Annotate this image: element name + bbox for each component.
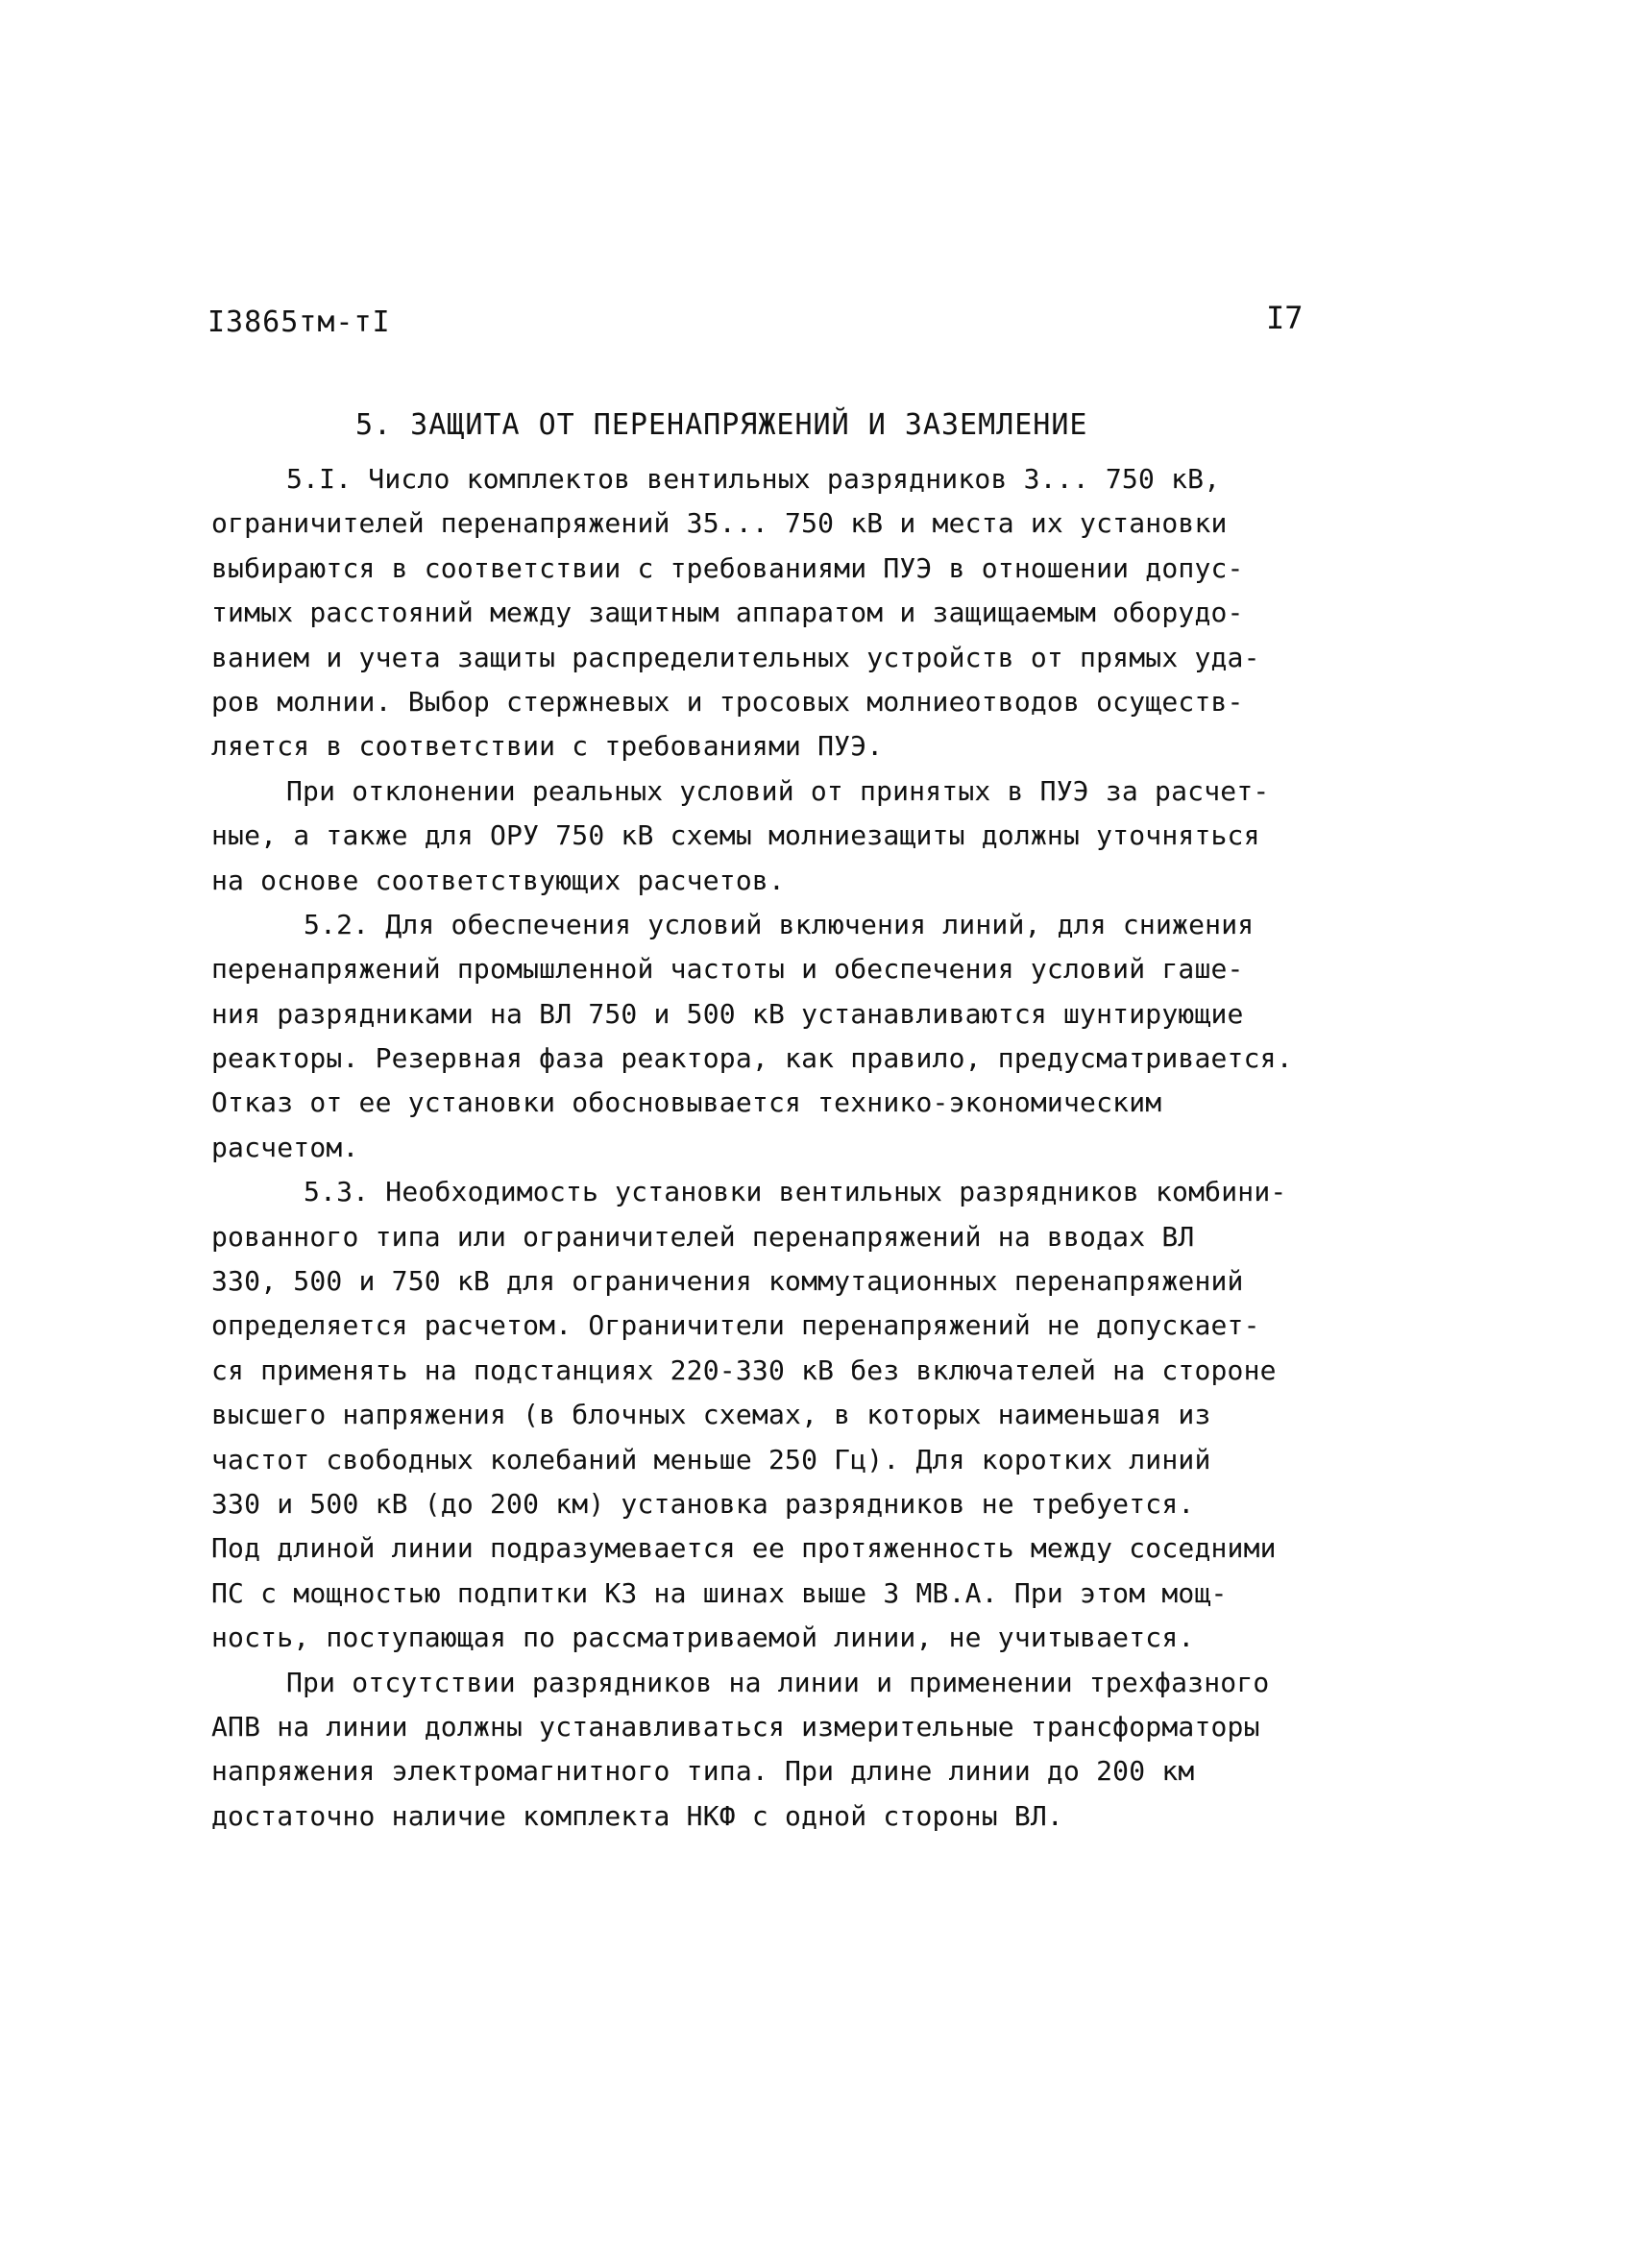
body-line: ся применять на подстанциях 220-330 кВ без включателей на стороне <box>211 1353 1277 1386</box>
body-line: выбираются в соответствии с требованиями ПУЭ в отношении допус- <box>211 551 1244 584</box>
body-line: ляется в соответствии с требованиями ПУЭ. <box>211 730 884 763</box>
section-title: 5. ЗАЩИТА ОТ ПЕРЕНАПРЯЖЕНИЙ И ЗАЗЕМЛЕНИЕ <box>355 408 1088 442</box>
body-line: достаточно наличие комплекта НКФ с одной стороны ВЛ. <box>211 1799 1063 1832</box>
body-line: расчетом. <box>211 1131 359 1163</box>
body-line: При отсутствии разрядников на линии и применении трехфазного <box>286 1666 1270 1698</box>
body-line: на основе соответствующих расчетов. <box>211 864 786 896</box>
body-line: определяется расчетом. Ограничители перенапряжений не допускает- <box>211 1309 1260 1342</box>
body-line: Под длиной линии подразумевается ее протяженность между соседними <box>211 1532 1277 1565</box>
body-line: реакторы. Резервная фаза реактора, как правило, предусматривается. <box>211 1042 1293 1075</box>
body-line: ограничителей перенапряжений 35... 750 кВ и места их установки <box>211 507 1228 540</box>
body-line: АПВ на линии должны устанавливаться измерительные трансформаторы <box>211 1710 1260 1743</box>
body-line: ров молнии. Выбор стержневых и тросовых молниеотводов осуществ- <box>211 685 1244 718</box>
body-line: 5.I. Число комплектов вентильных разрядников 3... 750 кВ, <box>286 463 1221 495</box>
body-line: рованного типа или ограничителей перенапряжений на вводах ВЛ <box>211 1220 1195 1253</box>
body-line: ность, поступающая по рассматриваемой линии, не учитывается. <box>211 1622 1195 1654</box>
body-line: высшего напряжения (в блочных схемах, в которых наименьшая из <box>211 1399 1211 1431</box>
body-text <box>211 457 1422 1839</box>
body-line: тимых расстояний между защитным аппаратом и защищаемым оборудо- <box>211 597 1244 629</box>
body-line: 5.2. Для обеспечения условий включения линий, для снижения <box>304 908 1255 940</box>
body-line: 330, 500 и 750 кВ для ограничения коммутационных перенапряжений <box>211 1265 1244 1298</box>
page-number: I7 <box>1266 300 1304 336</box>
body-line: ные, а также для ОРУ 750 кВ схемы молниезащиты должны уточняться <box>211 819 1260 852</box>
body-line: 330 и 500 кВ (до 200 км) установка разрядников не требуется. <box>211 1487 1195 1520</box>
body-line: ния разрядниками на ВЛ 750 и 500 кВ устанавливаются шунтирующие <box>211 997 1244 1030</box>
body-line: частот свободных колебаний меньше 250 Гц). Для коротких линий <box>211 1443 1211 1475</box>
body-line: перенапряжений промышленной частоты и обеспечения условий гаше- <box>211 953 1244 986</box>
body-line: 5.3. Необходимость установки вентильных разрядников комбини- <box>304 1176 1287 1208</box>
body-line: ПС с мощностью подпитки КЗ на шинах выше 3 МВ.А. При этом мощ- <box>211 1576 1228 1609</box>
body-line: Отказ от ее установки обосновывается технико-экономическим <box>211 1086 1162 1119</box>
body-line: ванием и учета защиты распределительных устройств от прямых уда- <box>211 641 1260 673</box>
body-line: напряжения электромагнитного типа. При длине линии до 200 км <box>211 1755 1195 1788</box>
document-code: I3865тм-тI <box>207 305 391 339</box>
body-line: При отклонении реальных условий от принятых в ПУЭ за расчет- <box>286 774 1270 807</box>
